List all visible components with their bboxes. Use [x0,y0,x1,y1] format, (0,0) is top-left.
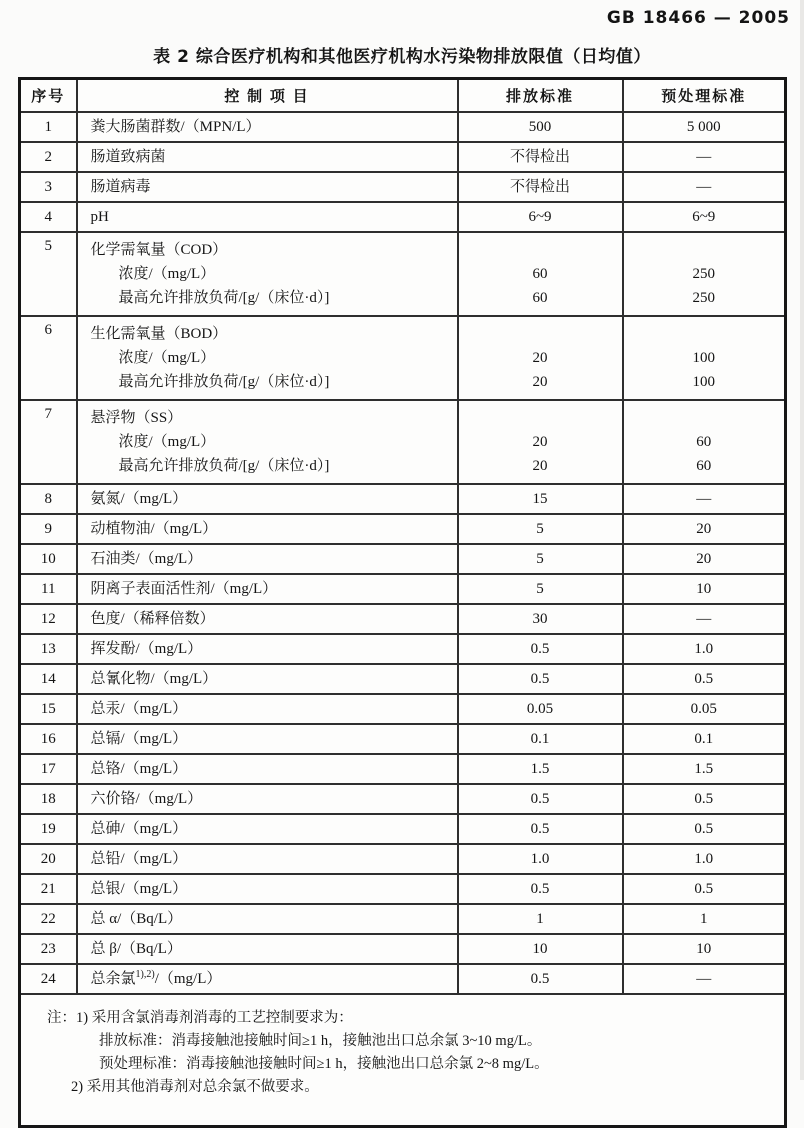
row-pretreatment-value [623,316,786,400]
item-label: 总汞/（mg/L） [90,701,188,717]
value-line [459,238,622,262]
row-pretreatment-value [623,604,786,634]
value-line [624,322,785,346]
value-line: 6~9 [528,209,552,225]
value-line: 1.0 [694,851,714,867]
note-line: 注：1) 采用含氯消毒剂消毒的工艺控制要求为： [47,1010,353,1026]
header-serial: 序号 [20,79,77,113]
value-line: — [696,149,712,165]
value-line: 1.5 [694,761,714,777]
row-pretreatment-value [623,172,786,202]
row-discharge-value [458,904,623,934]
item-label: 六价铬/（mg/L） [90,791,203,807]
row-discharge-value [458,232,623,316]
value-line: 0.5 [530,641,550,657]
item-text: /（mg/L） [154,971,222,987]
item-label: 色度/（稀释倍数） [90,611,215,627]
item-label: 动植物油/（mg/L） [90,521,218,537]
value-line: 60 [696,434,712,450]
row-control-item [77,724,458,754]
item-label: 氨氮/（mg/L） [90,491,188,507]
item-label: 浓度/（mg/L） [118,266,216,282]
value-line: 1.5 [530,761,550,777]
row-serial: 4 [20,202,77,232]
item-label: 阴离子表面活性剂/（mg/L） [90,581,278,597]
row-serial: 7 [20,400,77,484]
value-line: 0.5 [530,881,550,897]
table-header-row [20,79,786,113]
value-line: — [696,971,712,987]
value-line: 60 [696,458,712,474]
row-discharge-value [458,814,623,844]
row-control-item [77,400,458,484]
value-line: — [696,491,712,507]
row-control-item [77,202,458,232]
value-line: — [696,179,712,195]
row-pretreatment-value [623,232,786,316]
item-label: 粪大肠菌群数/（MPN/L） [90,119,261,135]
table-title: 表 2 综合医疗机构和其他医疗机构水污染物排放限值（日均值） [153,47,651,67]
row-serial: 14 [20,664,77,694]
table-row [20,844,786,874]
table-row [20,934,786,964]
row-pretreatment-value [623,664,786,694]
item-label: 肠道致病菌 [90,149,166,165]
row-serial: 18 [20,784,77,814]
row-pretreatment-value [623,724,786,754]
row-pretreatment-value [623,694,786,724]
row-serial: 11 [20,574,77,604]
value-line [459,406,622,430]
note-line: 排放标准：消毒接触池接触时间≥1 h，接触池出口总余氯 3~10 mg/L。 [99,1033,542,1049]
scan-edge-artifact [800,0,804,1080]
value-line: 0.5 [694,791,714,807]
item-label: 挥发酚/（mg/L） [90,641,203,657]
row-pretreatment-value [623,202,786,232]
row-serial: 15 [20,694,77,724]
row-pretreatment-value [623,484,786,514]
item-label: 总镉/（mg/L） [90,731,188,747]
value-line: 250 [692,290,715,306]
value-line: 20 [696,521,712,537]
item-label: 总铅/（mg/L） [90,851,188,867]
row-control-item [77,172,458,202]
table-row [20,232,786,316]
row-pretreatment-value [623,142,786,172]
row-control-item [77,544,458,574]
value-line [624,238,785,262]
table-row [20,142,786,172]
row-discharge-value [458,634,623,664]
value-line: 5 [536,581,544,597]
row-pretreatment-value [623,574,786,604]
item-label: 总氰化物/（mg/L） [90,671,218,687]
row-pretreatment-value [623,514,786,544]
table-row [20,172,786,202]
row-control-item [77,484,458,514]
row-control-item [77,964,458,994]
value-line: 250 [692,266,715,282]
table-row [20,754,786,784]
row-control-item [77,784,458,814]
value-line: 20 [532,434,548,450]
row-serial: 9 [20,514,77,544]
row-serial: 8 [20,484,77,514]
value-line: 20 [532,458,548,474]
item-text: 总余氯 [90,971,136,987]
row-control-item [77,844,458,874]
row-serial: 13 [20,634,77,664]
value-line: 1 [700,911,708,927]
row-serial: 24 [20,964,77,994]
table-row [20,484,786,514]
row-pretreatment-value [623,544,786,574]
row-control-item [77,232,458,316]
row-serial: 20 [20,844,77,874]
value-line: 20 [532,374,548,390]
value-line: 60 [532,290,548,306]
table-row [20,814,786,844]
value-line: 5 000 [686,119,721,135]
item-group-label: 化学需氧量（COD） [90,242,228,258]
row-discharge-value [458,604,623,634]
value-line [459,322,622,346]
row-discharge-value [458,784,623,814]
row-discharge-value [458,964,623,994]
value-line: 15 [532,491,548,507]
value-line: 500 [528,119,552,135]
row-serial: 10 [20,544,77,574]
value-line: 0.5 [530,971,550,987]
item-label: 浓度/（mg/L） [118,434,216,450]
row-discharge-value [458,112,623,142]
value-line: 不得检出 [509,149,570,165]
row-control-item [77,814,458,844]
header-pretreatment-standard: 预处理标准 [623,79,786,113]
item-label: 肠道病毒 [90,179,151,195]
row-pretreatment-value [623,814,786,844]
table-row [20,112,786,142]
row-control-item [77,934,458,964]
row-serial: 23 [20,934,77,964]
value-line: 100 [692,374,715,390]
value-line: 0.5 [530,821,550,837]
item-group-label: 悬浮物（SS） [90,410,183,426]
row-discharge-value [458,574,623,604]
value-line: 0.1 [694,731,714,747]
item-label: 最高允许排放负荷/[g/（床位·d）] [118,374,330,390]
row-serial: 1 [20,112,77,142]
table-row [20,694,786,724]
value-line: 5 [536,551,544,567]
note-line: 2) 采用其他消毒剂对总余氯不做要求。 [71,1079,319,1095]
row-discharge-value [458,724,623,754]
value-line: 10 [696,941,712,957]
value-line: 0.1 [530,731,550,747]
table-note-row [20,994,786,1127]
item-label: 总银/（mg/L） [90,881,188,897]
row-discharge-value [458,514,623,544]
row-serial: 21 [20,874,77,904]
table-row [20,544,786,574]
row-discharge-value [458,400,623,484]
row-control-item [77,316,458,400]
table-note [20,994,786,1127]
standard-number: GB 18466 — 2005 [606,8,790,28]
row-control-item [77,694,458,724]
item-label: 浓度/（mg/L） [118,350,216,366]
table-row [20,904,786,934]
item-label: pH [90,209,109,225]
row-serial: 17 [20,754,77,784]
row-pretreatment-value [623,844,786,874]
row-pretreatment-value [623,904,786,934]
table-row [20,400,786,484]
row-discharge-value [458,874,623,904]
row-serial: 19 [20,814,77,844]
header-discharge-standard: 排放标准 [458,79,623,113]
row-serial: 6 [20,316,77,400]
value-line: 0.05 [526,701,554,717]
item-label: 总 α/（Bq/L） [90,911,183,927]
row-serial: 3 [20,172,77,202]
value-line: 0.5 [530,671,550,687]
row-pretreatment-value [623,754,786,784]
row-discharge-value [458,934,623,964]
row-discharge-value [458,172,623,202]
row-control-item [77,574,458,604]
row-pretreatment-value [623,934,786,964]
item-label: 总砷/（mg/L） [90,821,188,837]
row-pretreatment-value [623,400,786,484]
row-discharge-value [458,142,623,172]
row-discharge-value [458,316,623,400]
row-pretreatment-value [623,112,786,142]
row-discharge-value [458,544,623,574]
row-serial: 12 [20,604,77,634]
table-row [20,574,786,604]
value-line: 100 [692,350,715,366]
row-discharge-value [458,754,623,784]
table-row [20,874,786,904]
row-discharge-value [458,484,623,514]
value-line: 30 [532,611,548,627]
row-control-item [77,874,458,904]
value-line: 0.5 [530,791,550,807]
value-line: 0.5 [694,671,714,687]
value-line: 不得检出 [509,179,570,195]
pollutant-limits-table [18,77,787,1128]
value-line: 10 [532,941,548,957]
row-serial: 5 [20,232,77,316]
table-row [20,664,786,694]
table-row [20,202,786,232]
table-body [20,112,786,994]
value-line: 1.0 [530,851,550,867]
value-line [624,406,785,430]
value-line: 10 [696,581,712,597]
value-line: 0.5 [694,881,714,897]
value-line: 6~9 [692,209,716,225]
row-discharge-value [458,202,623,232]
value-line: 5 [536,521,544,537]
item-label: 总 β/（Bq/L） [90,941,182,957]
row-serial: 22 [20,904,77,934]
table-row [20,604,786,634]
note-line: 预处理标准：消毒接触池接触时间≥1 h，接触池出口总余氯 2~8 mg/L。 [99,1056,549,1072]
item-label: 最高允许排放负荷/[g/（床位·d）] [118,290,330,306]
item-label [91,967,457,991]
value-line: 0.05 [690,701,717,717]
row-serial: 2 [20,142,77,172]
row-discharge-value [458,844,623,874]
table-row [20,514,786,544]
item-label: 总铬/（mg/L） [90,761,188,777]
value-line: 0.5 [694,821,714,837]
row-discharge-value [458,664,623,694]
table-row [20,964,786,994]
table-row [20,784,786,814]
item-label: 石油类/（mg/L） [90,551,203,567]
row-control-item [77,754,458,784]
value-line: — [696,611,712,627]
table-row [20,316,786,400]
row-control-item [77,514,458,544]
value-line: 20 [532,350,548,366]
row-pretreatment-value [623,874,786,904]
row-control-item [77,634,458,664]
value-line: 60 [532,266,548,282]
value-line: 1 [536,911,544,927]
row-control-item [77,604,458,634]
item-label: 最高允许排放负荷/[g/（床位·d）] [118,458,330,474]
row-control-item [77,904,458,934]
row-control-item [77,112,458,142]
row-discharge-value [458,694,623,724]
row-control-item [77,664,458,694]
table-row [20,724,786,754]
row-control-item [77,142,458,172]
table-row [20,634,786,664]
row-serial: 16 [20,724,77,754]
value-line: 20 [696,551,712,567]
item-group-label: 生化需氧量（BOD） [90,326,228,342]
row-pretreatment-value [623,634,786,664]
header-control-item: 控 制 项 目 [77,79,458,113]
row-pretreatment-value [623,784,786,814]
value-line: 1.0 [694,641,714,657]
row-pretreatment-value [623,964,786,994]
footnote-reference: 1),2) [135,969,155,980]
